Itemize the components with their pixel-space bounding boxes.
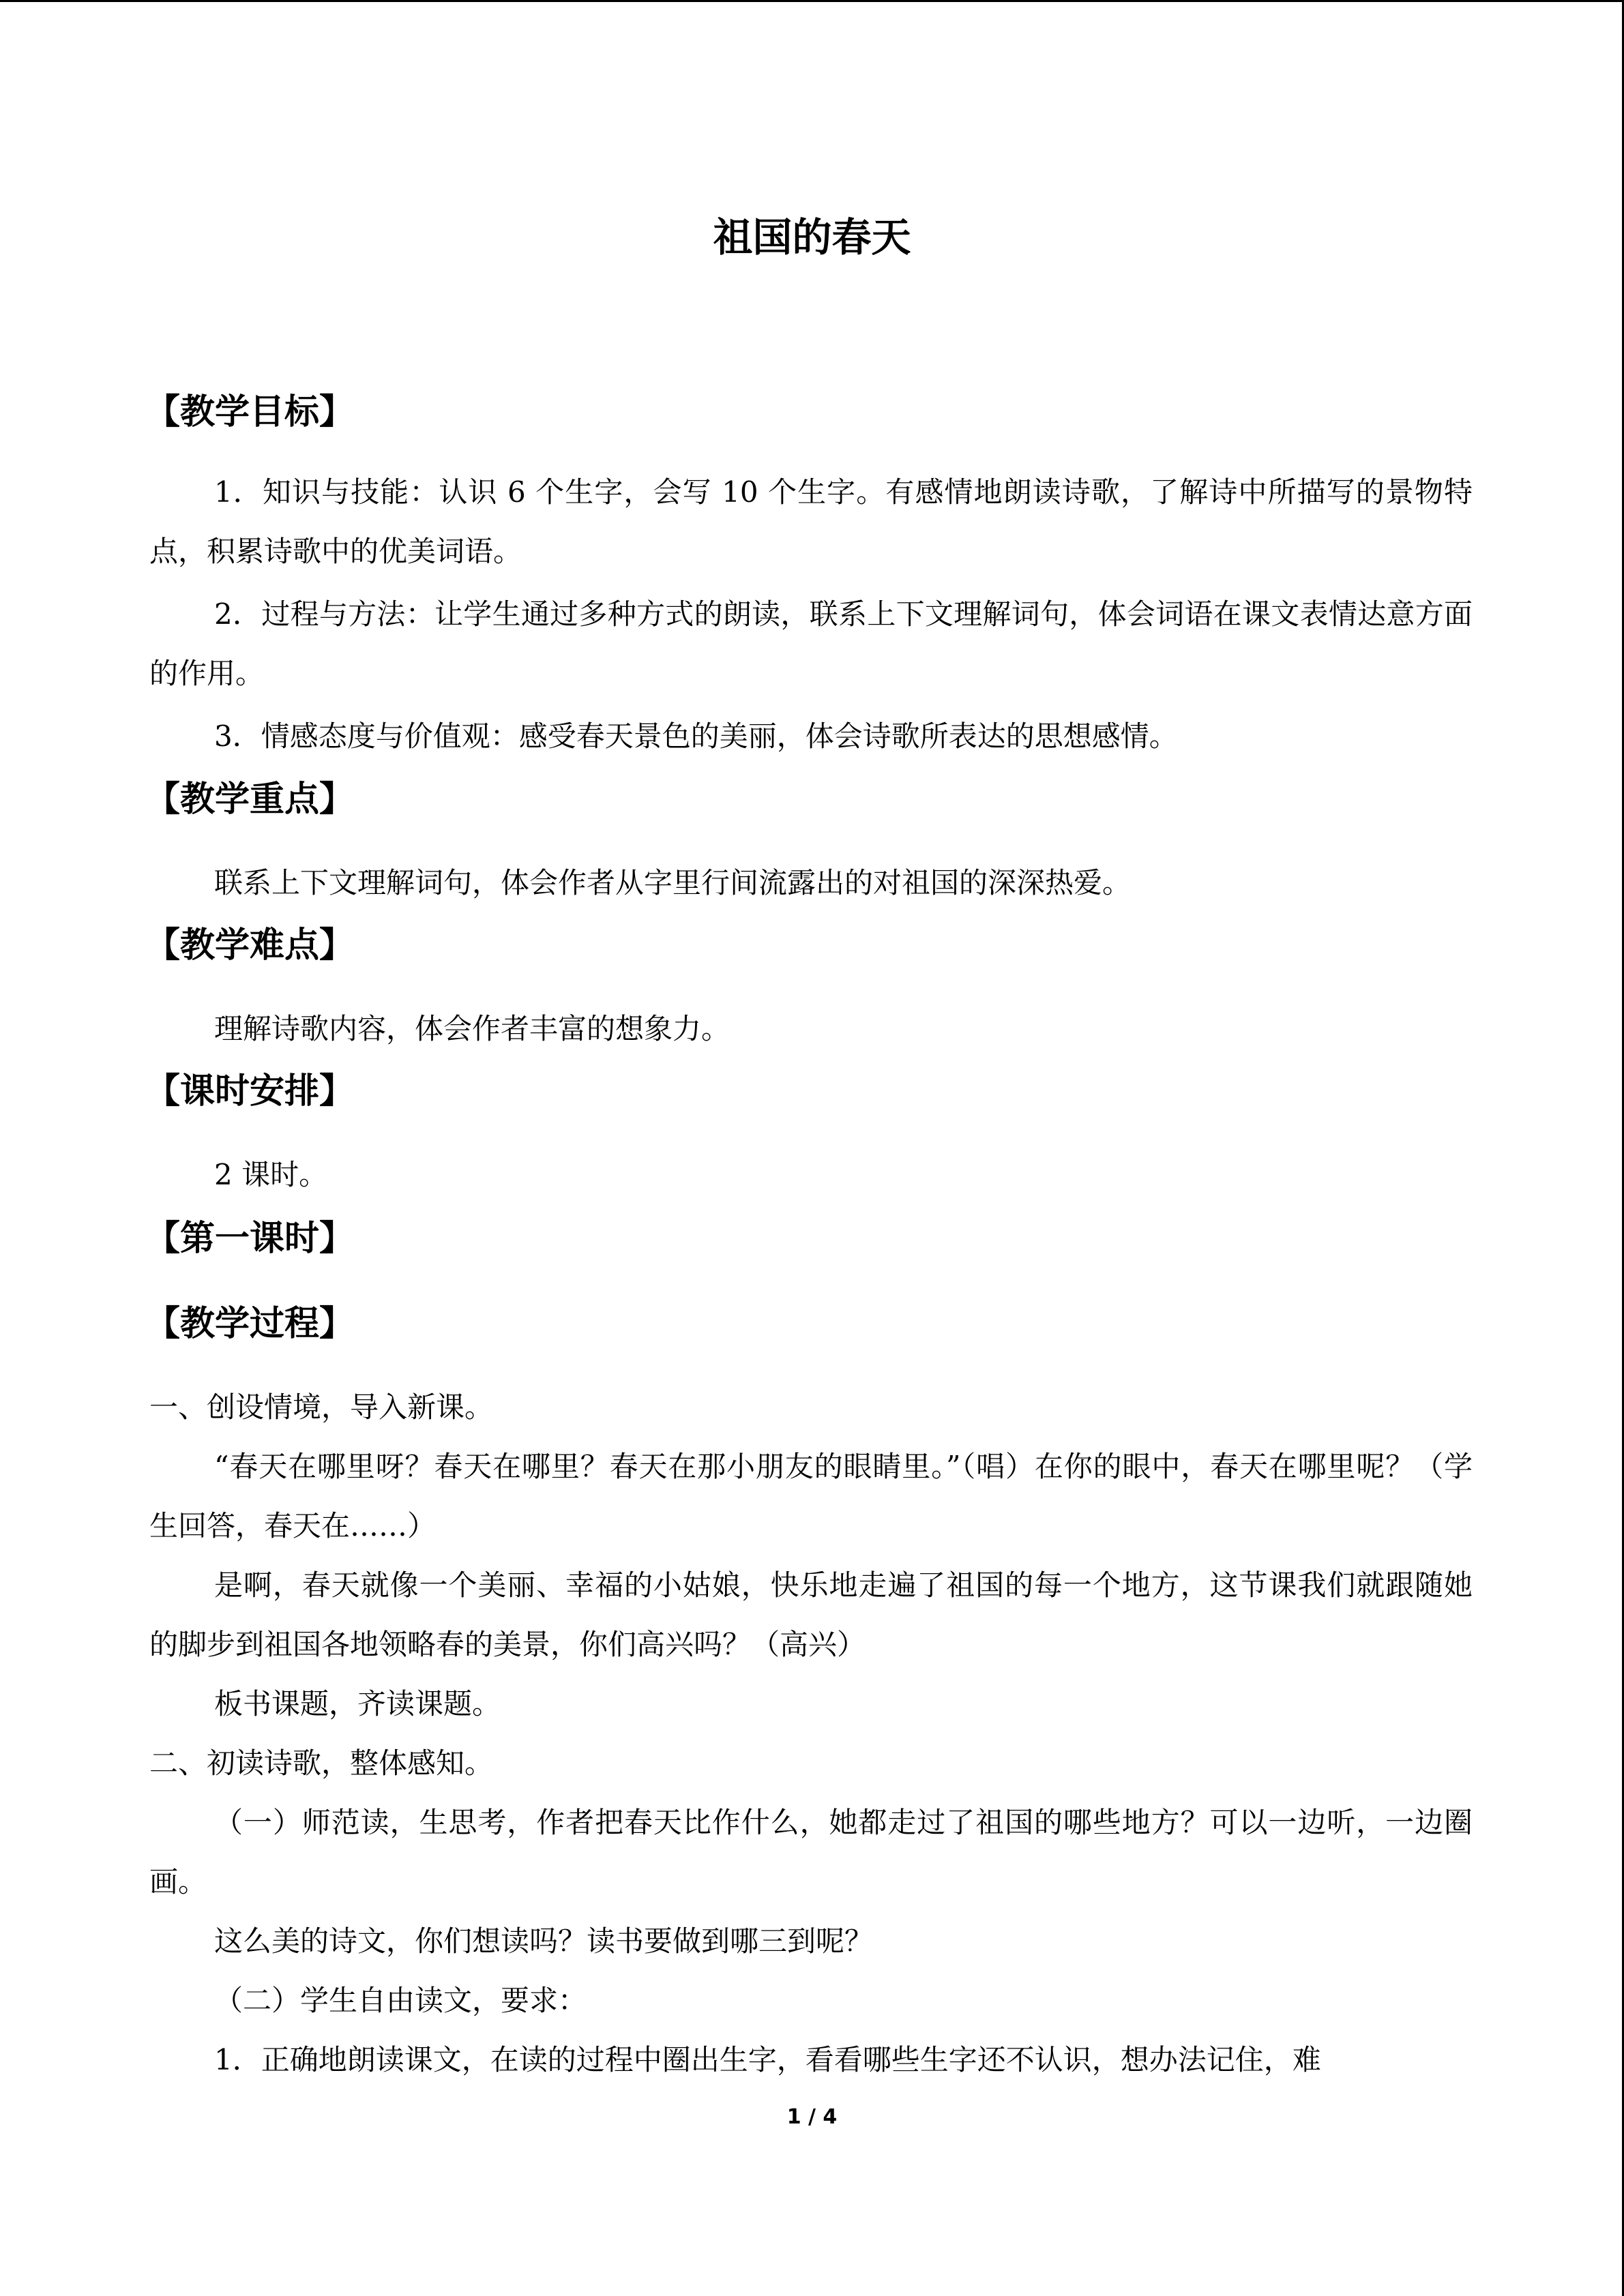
difficulties-heading: 【教学难点】 xyxy=(145,925,355,966)
key-points-text: 联系上下文理解词句，体会作者从字里行间流露出的对祖国的深深热爱。 xyxy=(214,866,1132,899)
step-2-paragraph-2: 这么美的诗文，你们想读吗？读书要做到哪三到呢？ xyxy=(214,1924,874,1958)
objective-item-3: 3．情感态度与价值观：感受春天景色的美丽，体会诗歌所表达的思想感情。 xyxy=(214,719,1178,753)
process-heading: 【教学过程】 xyxy=(145,1304,355,1344)
step-1-paragraph-3: 板书课题，齐读课题。 xyxy=(214,1687,501,1720)
step-2-paragraph-4: 1．正确地朗读课文，在读的过程中圈出生字，看看哪些生字还不认识，想办法记住，难 xyxy=(214,2043,1321,2076)
schedule-text: 2 课时。 xyxy=(214,1158,328,1191)
objective-item-1: 1．知识与技能：认识 6 个生字，会写 10 个生字。有感情地朗读诗歌，了解诗中所描写的景物特点，积累诗歌中的优美词语。 xyxy=(149,475,1473,568)
first-lesson-heading: 【第一课时】 xyxy=(145,1219,355,1259)
objective-item-2: 2．过程与方法：让学生通过多种方式的朗读，联系上下文理解词句，体会词语在课文表情达意方面的作用。 xyxy=(149,597,1473,690)
step-1-paragraph-1: “春天在哪里呀？春天在哪里？春天在那小朋友的眼睛里。”（唱）在你的眼中，春天在哪里呢？（学生回答，春天在……） xyxy=(149,1450,1473,1542)
page-title: 祖国的春天 xyxy=(713,214,911,260)
step-1-title: 一、创设情境，导入新课。 xyxy=(149,1390,494,1424)
schedule-heading: 【课时安排】 xyxy=(145,1071,355,1112)
difficulties-text: 理解诗歌内容，体会作者丰富的想象力。 xyxy=(214,1012,730,1045)
top-border xyxy=(0,0,1624,2)
step-1-paragraph-2: 是啊，春天就像一个美丽、幸福的小姑娘，快乐地走遍了祖国的每一个地方，这节课我们就跟随她的脚步到祖国各地领略春的美景，你们高兴吗？（高兴） xyxy=(149,1568,1473,1661)
step-2-title: 二、初读诗歌，整体感知。 xyxy=(149,1746,494,1780)
page-number: 1 / 4 xyxy=(786,2105,838,2129)
key-points-heading: 【教学重点】 xyxy=(145,779,355,820)
objectives-heading: 【教学目标】 xyxy=(145,392,355,432)
step-2-paragraph-1: （一）师范读，生思考，作者把春天比作什么，她都走过了祖国的哪些地方？可以一边听，一边圈画。 xyxy=(149,1806,1473,1898)
step-2-paragraph-3: （二）学生自由读文，要求： xyxy=(214,1984,587,2017)
